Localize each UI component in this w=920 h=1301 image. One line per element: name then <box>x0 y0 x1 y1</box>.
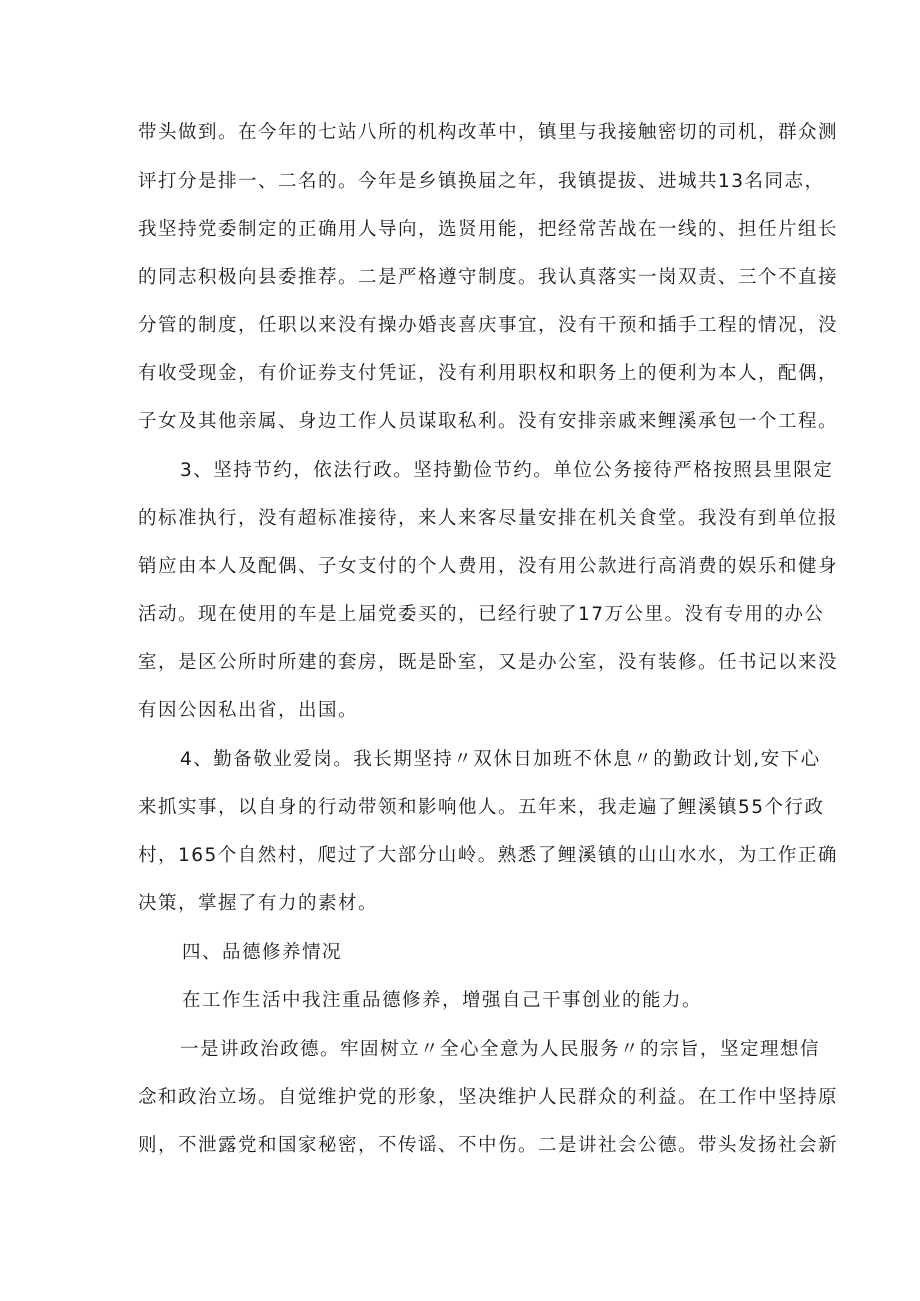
text-line: 有收受现金，有价证券支付凭证，没有利用职权和职务上的便利为本人，配偶， <box>138 363 839 384</box>
text-line: 来抓实事，以自身的行动带领和影响他人。五年来，我走遍了鲤溪镇55个行政 <box>138 797 825 818</box>
paragraph-start-line: 3、坚持节约，依法行政。坚持勤俭节约。单位公务接待严格按照县里限定 <box>180 460 834 481</box>
text-line: 的同志积极向县委推荐。二是严格遵守制度。我认真落实一岗双责、三个不直接 <box>138 267 839 288</box>
text-line: 念和政治立场。自觉维护党的形象，坚决维护人民群众的利益。在工作中坚持原 <box>138 1087 839 1108</box>
text-line: 我坚持党委制定的正确用人导向，选贤用能，把经常苦战在一线的、担任片组长 <box>138 219 839 240</box>
text-line: 室，是区公所时所建的套房，既是卧室，又是办公室，没有装修。任书记以来没 <box>138 652 839 673</box>
text-line: 子女及其他亲属、身边工作人员谋取私利。没有安排亲戚来鲤溪承包一个工程。 <box>138 411 839 432</box>
paragraph-start-line: 在工作生活中我注重品德修养，增强自己干事创业的能力。 <box>182 990 703 1011</box>
section-heading: 四、品德修养情况 <box>182 942 343 963</box>
text-line: 有因公因私出省，出国。 <box>138 700 359 721</box>
text-line: 带头做到。在今年的七站八所的机构改革中，镇里与我接触密切的司机，群众测 <box>138 122 839 143</box>
text-line: 活动。现在使用的车是上届党委买的，已经行驶了17万公里。没有专用的办公 <box>138 604 825 625</box>
paragraph-start-line: 一是讲政治政德。牢固树立〃全心全意为人民服务〃的宗旨，坚定理想信 <box>180 1039 821 1060</box>
text-line: 决策，掌握了有力的素材。 <box>138 893 379 914</box>
text-line: 的标准执行，没有超标准接待，来人来客尽量安排在机关食堂。我没有到单位报 <box>138 508 839 529</box>
text-line: 评打分是排一、二名的。今年是乡镇换届之年，我镇提拔、进城共13名同志， <box>138 171 825 192</box>
text-line: 村，165个自然村，爬过了大部分山岭。熟悉了鲤溪镇的山山水水，为工作正确 <box>138 845 838 866</box>
text-line: 分管的制度，任职以来没有操办婚丧喜庆事宜，没有干预和插手工程的情况，没 <box>138 315 839 336</box>
paragraph-start-line: 4、勤备敬业爱岗。我长期坚持〃双休日加班不休息〃的勤政计划,安下心 <box>180 749 821 770</box>
text-line: 则，不泄露党和国家秘密，不传谣、不中伤。二是讲社会公德。带头发扬社会新 <box>138 1135 839 1156</box>
text-line: 销应由本人及配偶、子女支付的个人费用，没有用公款进行高消费的娱乐和健身 <box>138 556 839 577</box>
